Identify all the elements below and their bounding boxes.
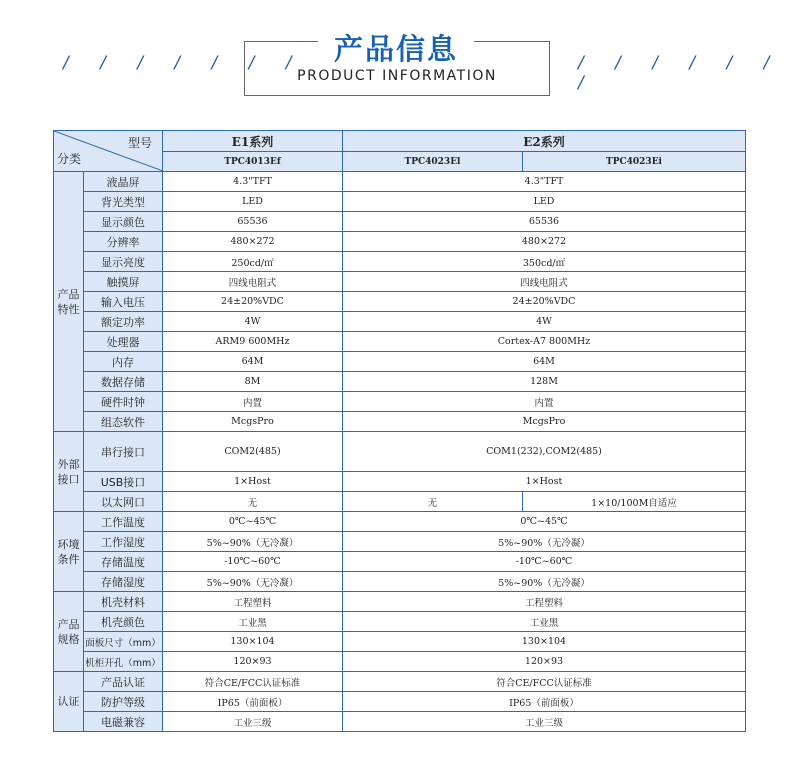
model-e2-ei: TPC4023Ei	[523, 152, 746, 172]
cell-e1: 四线电阻式	[163, 272, 343, 292]
spec-table	[53, 130, 746, 732]
cell-e2: LED	[343, 192, 746, 212]
row-label: 电磁兼容	[84, 712, 163, 732]
cell-e2: 128M	[343, 372, 746, 392]
series-e1: E1系列	[163, 131, 343, 152]
row-label: 触摸屏	[84, 272, 163, 292]
cell-e2: 4W	[343, 312, 746, 332]
cell-e2: McgsPro	[343, 412, 746, 432]
cell-e1: 5%~90%（无冷凝）	[163, 572, 343, 592]
category-cert: 认证	[54, 672, 84, 732]
row-label: 输入电压	[84, 292, 163, 312]
cell-e2: 120×93	[343, 652, 746, 672]
cell-e1: -10℃~60℃	[163, 552, 343, 572]
cell-e1: 工业黑	[163, 612, 343, 632]
row-label: 处理器	[84, 332, 163, 352]
row-label: USB接口	[84, 472, 163, 492]
cell-e2: 4.3"TFT	[343, 172, 746, 192]
row-label: 以太网口	[84, 492, 163, 512]
row-label: 存储湿度	[84, 572, 163, 592]
cell-e2: 符合CE/FCC认证标准	[343, 672, 746, 692]
cell-e2: 工业黑	[343, 612, 746, 632]
corner-label-category: 分类	[57, 152, 82, 166]
row-label: 面板尺寸（mm）	[84, 632, 163, 652]
cell-e2: 四线电阻式	[343, 272, 746, 292]
row-label: 机柜开孔（mm）	[84, 652, 163, 672]
category-spec: 产品规格	[54, 592, 84, 672]
cell-e2: 350cd/㎡	[343, 252, 746, 272]
row-label: 显示颜色	[84, 212, 163, 232]
model-e2-el: TPC4023El	[343, 152, 523, 172]
row-label: 额定功率	[84, 312, 163, 332]
cell-e1: 工程塑料	[163, 592, 343, 612]
cell-e2: 1×Host	[343, 472, 746, 492]
cell-e1: McgsPro	[163, 412, 343, 432]
cell-e2: 65536	[343, 212, 746, 232]
cell-e1: 24±20%VDC	[163, 292, 343, 312]
cell-e1: COM2(485)	[163, 432, 343, 472]
row-label: 工作湿度	[84, 532, 163, 552]
cell-e1: 5%~90%（无冷凝）	[163, 532, 343, 552]
row-label: 机壳材料	[84, 592, 163, 612]
row-label: 硬件时钟	[84, 392, 163, 412]
cell-e1: 480×272	[163, 232, 343, 252]
cell-e2: Cortex-A7 800MHz	[343, 332, 746, 352]
cell-e2-el: 无	[343, 492, 523, 512]
cell-e1: 8M	[163, 372, 343, 392]
cell-e1: IP65（前面板）	[163, 692, 343, 712]
cell-e1: 符合CE/FCC认证标准	[163, 672, 343, 692]
cell-e1: LED	[163, 192, 343, 212]
cell-e2: 64M	[343, 352, 746, 372]
cell-e2: 24±20%VDC	[343, 292, 746, 312]
series-e2: E2系列	[343, 131, 746, 152]
category-env: 环境条件	[54, 512, 84, 592]
model-e1: TPC4013Ef	[163, 152, 343, 172]
cell-e1: 内置	[163, 392, 343, 412]
cell-e2: 工业三级	[343, 712, 746, 732]
cell-e2: 内置	[343, 392, 746, 412]
row-label: 串行接口	[84, 432, 163, 472]
cell-e1: 0℃~45℃	[163, 512, 343, 532]
cell-e1: 65536	[163, 212, 343, 232]
row-label: 防护等级	[84, 692, 163, 712]
row-label: 背光类型	[84, 192, 163, 212]
cell-e1: 无	[163, 492, 343, 512]
page-title: 产品信息	[333, 32, 458, 66]
row-label: 显示亮度	[84, 252, 163, 272]
corner-label-model: 型号	[127, 136, 152, 150]
category-interface: 外部接口	[54, 432, 84, 512]
decor-slashes-left: / / / / / / /	[63, 53, 305, 73]
cell-e1: 工业三级	[163, 712, 343, 732]
cell-e2: 130×104	[343, 632, 746, 652]
cell-e1: ARM9 600MHz	[163, 332, 343, 352]
cell-e2: 480×272	[343, 232, 746, 252]
row-label: 液晶屏	[84, 172, 163, 192]
cell-e2: 5%~90%（无冷凝）	[343, 572, 746, 592]
cell-e1: 4.3"TFT	[163, 172, 343, 192]
table-corner	[54, 131, 163, 172]
row-label: 机壳颜色	[84, 612, 163, 632]
cell-e2: 0℃~45℃	[343, 512, 746, 532]
row-label: 工作温度	[84, 512, 163, 532]
cell-e1: 250cd/㎡	[163, 252, 343, 272]
cell-e2-ei: 1×10/100M自适应	[523, 492, 746, 512]
cell-e2: IP65（前面板）	[343, 692, 746, 712]
row-label: 内存	[84, 352, 163, 372]
cell-e1: 1×Host	[163, 472, 343, 492]
row-label: 数据存储	[84, 372, 163, 392]
page-subtitle: PRODUCT INFORMATION	[297, 68, 497, 84]
decor-slashes-right: / / / / / / /	[578, 53, 783, 93]
row-label: 产品认证	[84, 672, 163, 692]
cell-e1: 4W	[163, 312, 343, 332]
cell-e2: 工程塑料	[343, 592, 746, 612]
cell-e2: 5%~90%（无冷凝）	[343, 532, 746, 552]
cell-e1: 64M	[163, 352, 343, 372]
cell-e2: -10℃~60℃	[343, 552, 746, 572]
cell-e2: COM1(232),COM2(485)	[343, 432, 746, 472]
category-product: 产品特性	[54, 172, 84, 432]
cell-e1: 130×104	[163, 632, 343, 652]
row-label: 分辨率	[84, 232, 163, 252]
row-label: 组态软件	[84, 412, 163, 432]
cell-e1: 120×93	[163, 652, 343, 672]
row-label: 存储温度	[84, 552, 163, 572]
